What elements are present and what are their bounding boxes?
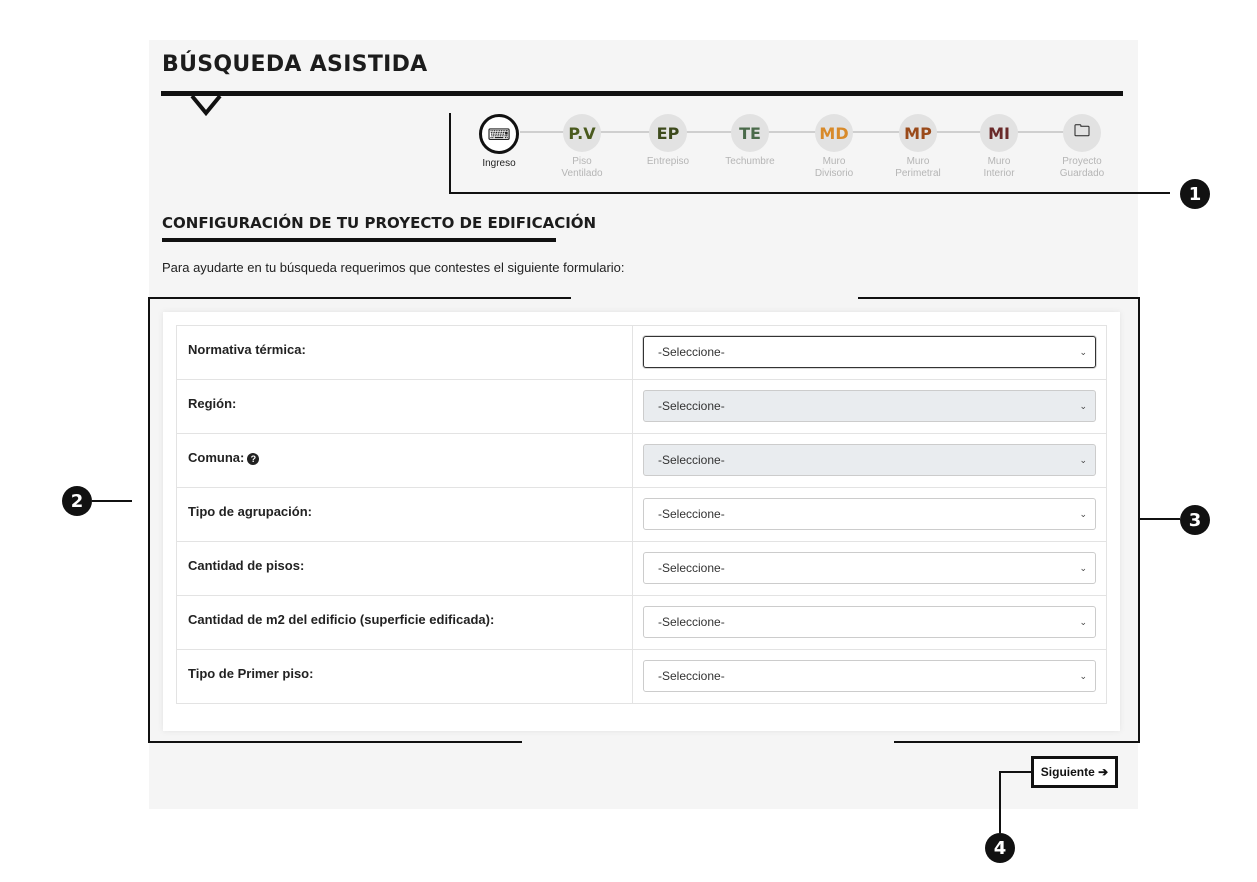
chevron-down-icon: ⌄: [1079, 508, 1087, 519]
step-label: Proyecto Guardado: [1059, 156, 1105, 179]
folder-icon: 🗀: [1063, 114, 1101, 152]
select-dropdown[interactable]: [643, 552, 1096, 584]
section-title: CONFIGURACIÓN DE TU PROYECTO DE EDIFICACIÓN: [162, 214, 597, 232]
keyboard-icon: ⌨: [479, 114, 519, 154]
step-label: Piso Ventilado: [561, 156, 603, 179]
select-value: -Seleccione-: [658, 345, 725, 359]
muro-interior-icon: MI: [980, 114, 1018, 152]
form-row: [177, 542, 1106, 596]
form-label-text: Tipo de Primer piso:: [188, 666, 314, 681]
step-label: Muro Perimetral: [895, 156, 941, 179]
form-row: [177, 488, 1106, 542]
form-field-cell: [633, 488, 1106, 541]
select-dropdown: [643, 444, 1096, 476]
form-label: [177, 596, 633, 649]
form-label-text: Comuna:: [188, 450, 245, 465]
callout-badge-3: 3: [1180, 505, 1210, 535]
chevron-down-icon: ⌄: [1079, 400, 1087, 411]
muro-perimetral-icon: MP: [899, 114, 937, 152]
form-label: [177, 488, 633, 541]
form-label: [177, 380, 633, 433]
form-row: [177, 596, 1106, 650]
form-label-text: Normativa térmica:: [188, 342, 306, 357]
select-value: -Seleccione-: [658, 507, 725, 521]
select-dropdown[interactable]: [643, 606, 1096, 638]
callout-badge-4: 4: [985, 833, 1015, 863]
section-rule: [162, 238, 556, 242]
form-label: [177, 326, 633, 379]
muro-divisorio-icon: MD: [815, 114, 853, 152]
form-table: [176, 325, 1107, 704]
intro-text: Para ayudarte en tu búsqueda requerimos que contestes el siguiente formulario:: [162, 260, 625, 275]
form-field-cell: [633, 542, 1106, 595]
step-label: Muro Divisorio: [814, 156, 854, 179]
step-label: Ingreso: [482, 158, 516, 169]
select-value: -Seleccione-: [658, 615, 725, 629]
chevron-down-icon: ⌄: [1079, 616, 1087, 627]
form-label-text: Cantidad de m2 del edificio (superficie edificada):: [188, 612, 495, 627]
select-dropdown[interactable]: [643, 660, 1096, 692]
form-field-cell: [633, 380, 1106, 433]
entrepiso-icon: EP: [649, 114, 687, 152]
arrow-right-icon: ➔: [1098, 765, 1109, 779]
select-value: -Seleccione-: [658, 561, 725, 575]
chevron-down-icon: ⌄: [1079, 670, 1087, 681]
form-row: [177, 650, 1106, 704]
select-dropdown[interactable]: [643, 498, 1096, 530]
chevron-down-icon: ⌄: [1079, 454, 1087, 465]
form-label: [177, 650, 633, 703]
form-label: [177, 542, 633, 595]
form-row: [177, 326, 1106, 380]
form-label-text: Cantidad de pisos:: [188, 558, 305, 573]
callout-badge-1: 1: [1180, 179, 1210, 209]
help-icon[interactable]: ?: [247, 453, 259, 465]
select-value: -Seleccione-: [658, 399, 725, 413]
step-label: Entrepiso: [646, 156, 690, 167]
select-dropdown[interactable]: [643, 336, 1096, 368]
next-button-label: Siguiente: [1040, 765, 1095, 779]
form-row: [177, 434, 1106, 488]
step-label: Techumbre: [725, 156, 775, 167]
callout-badge-2: 2: [62, 486, 92, 516]
techumbre-icon: TE: [731, 114, 769, 152]
step-label: Muro Interior: [983, 156, 1015, 179]
form-field-cell: [633, 596, 1106, 649]
form-label: [177, 434, 633, 487]
select-value: -Seleccione-: [658, 669, 725, 683]
form-row: [177, 380, 1106, 434]
page-title: BÚSQUEDA ASISTIDA: [162, 52, 428, 77]
next-button[interactable]: [1031, 756, 1118, 788]
select-dropdown: [643, 390, 1096, 422]
form-field-cell: [633, 326, 1106, 379]
form-label-text: Tipo de agrupación:: [188, 504, 312, 519]
select-value: -Seleccione-: [658, 453, 725, 467]
chevron-down-icon: ⌄: [1079, 562, 1087, 573]
form-field-cell: [633, 434, 1106, 487]
form-field-cell: [633, 650, 1106, 703]
form-label-text: Región:: [188, 396, 237, 411]
piso-ventilado-icon: P.V: [563, 114, 601, 152]
chevron-down-icon: ⌄: [1079, 346, 1087, 357]
